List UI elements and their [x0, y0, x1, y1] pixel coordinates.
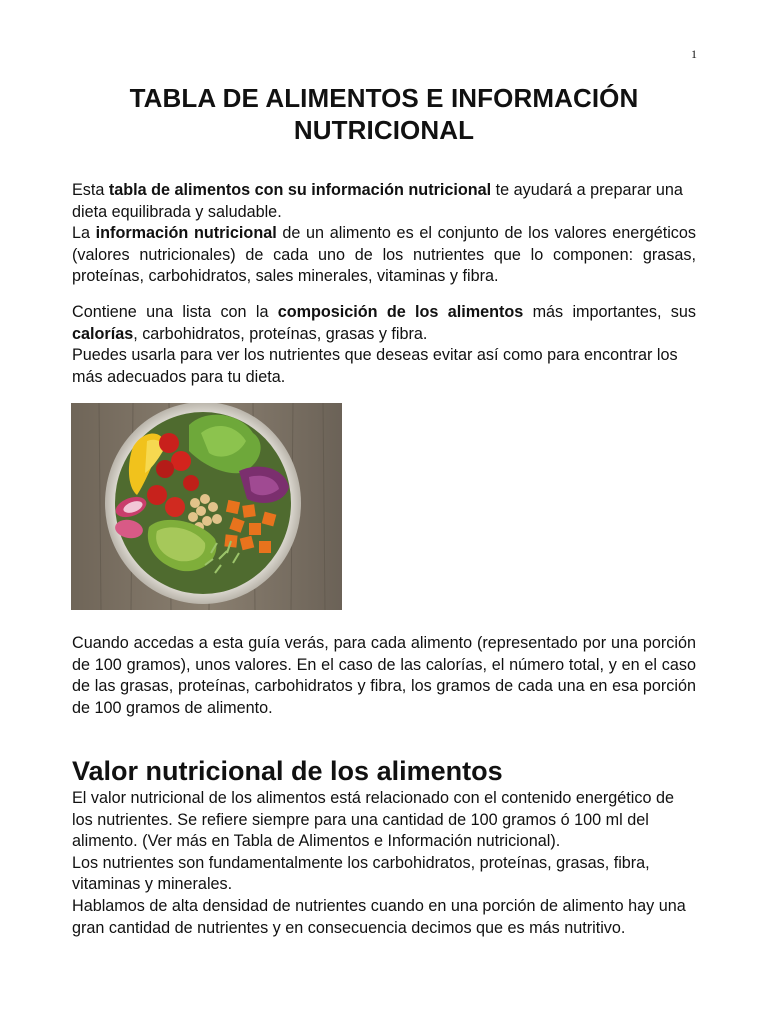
contents-text: Contiene una lista con la: [72, 303, 278, 321]
intro-text: Esta: [72, 181, 109, 199]
page-title: TABLA DE ALIMENTOS E INFORMACIÓN NUTRICIONAL: [129, 83, 639, 145]
food-bowl-photo: [71, 403, 342, 610]
section-body: [72, 788, 696, 939]
contents-bold-text: composición de los alimentos: [277, 303, 524, 321]
section-line: Hablamos de alta densidad de nutrientes cuando en una porción de alimento hay una gran cantidad de nutrientes y en consecuencia decimos que es más nutritivo.: [72, 896, 686, 937]
section-heading: Valor nutricional de los alimentos: [72, 756, 503, 786]
intro-paragraph-2: [72, 223, 696, 288]
contents-text: , carbohidratos, proteínas, grasas y fibra.: [133, 324, 428, 343]
intro-text: de un alimento es el conjunto de los valores energéticos (valores nutricionales) de cada uno de los nutrientes que lo componen: grasas, proteínas, carbohidratos, sales minerales, vitaminas y fibra.: [72, 224, 696, 286]
contents-paragraph-1: [72, 302, 696, 345]
intro-text: La: [72, 224, 96, 242]
section-line: El valor nutricional de los alimentos está relacionado con el contenido energético de los nutrientes. Se refiere siempre para una cantidad de 100 gramos ó 100 ml del alimento. (Ver más en Tabla de Alimentos e Información nutricional).: [72, 789, 675, 851]
contents-paragraph-2: Puedes usarla para ver los nutrientes que deseas evitar así como para encontrar los más adecuados para tu dieta.: [72, 346, 678, 386]
page-number: 1: [691, 47, 697, 61]
section-line: Los nutrientes son fundamentalmente los carbohidratos, proteínas, grasas, fibra, vitaminas y minerales.: [72, 853, 650, 894]
intro-text: te ayudará a preparar una dieta equilibrada y saludable.: [72, 181, 683, 221]
intro-paragraph-1: [72, 180, 696, 223]
contents-text: más importantes, sus: [523, 303, 696, 321]
contents-bold-text: calorías: [72, 324, 134, 343]
guide-paragraph: Cuando accedas a esta guía verás, para cada alimento (representado por una porción de 100 gramos), unos valores. En el caso de las calorías, el número total, y en el caso de las grasas, proteínas, carbohidratos y fibra, los gramos de cada una en esa porción de 100 gramos de alimento.: [72, 634, 696, 717]
intro-bold-text: tabla de alimentos con su información nutricional: [108, 181, 492, 199]
intro-bold-text: información nutricional: [95, 224, 277, 242]
